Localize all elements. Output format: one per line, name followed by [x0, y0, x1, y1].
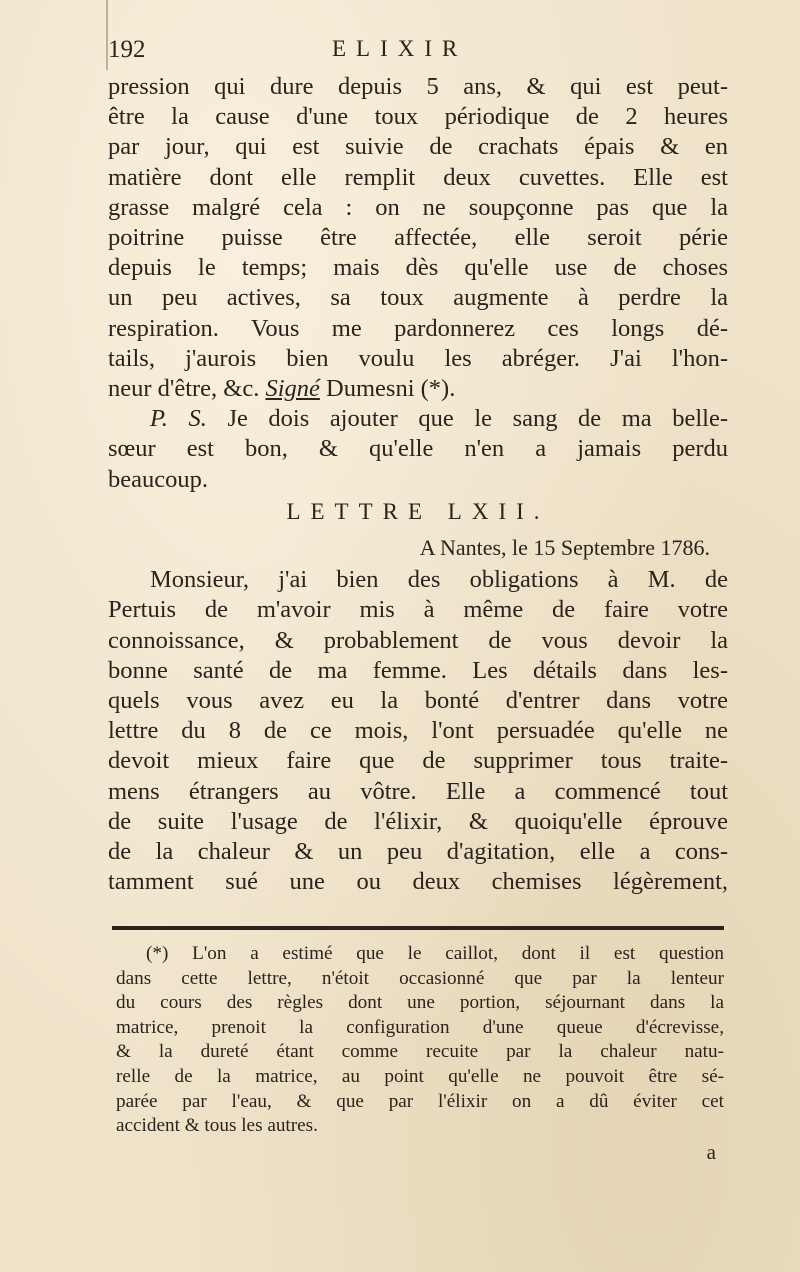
text-line: être la cause d'une toux périodique de 2 heures	[108, 103, 728, 131]
text-line: pression qui dure depuis 5 ans, & qui est peut-	[108, 73, 728, 100]
text-line: respiration. Vous me pardonnerez ces longs dé-	[108, 314, 728, 342]
signer-name: Dumesni (*).	[326, 375, 456, 403]
main-text	[108, 72, 728, 897]
footnote-line: du cours des règles dont une portion, séjournant dans la	[116, 992, 724, 1014]
text-line: tails, j'aurois bien voulu les abréger. J'ai l'hon-	[108, 344, 728, 372]
letter-line: Pertuis de m'avoir mis à même de faire votre	[108, 596, 728, 624]
postscript-line: beaucoup.	[108, 465, 208, 493]
text-line: depuis le temps; mais dès qu'elle use de choses	[108, 254, 728, 282]
footnote-line: dans cette lettre, n'étoit occasionné que par la lenteur	[116, 967, 724, 989]
letter-line: devoit mieux faire que de supprimer tous traite-	[108, 747, 728, 775]
text-line: matière dont elle remplit deux cuvettes. Elle est	[108, 163, 728, 191]
letter-line: mens étrangers au vôtre. Elle a commencé tout	[108, 777, 728, 805]
letter-dateline: A Nantes, le 15 Septembre 1786.	[419, 535, 710, 561]
text-line: par jour, qui est suivie de crachats épais & en	[108, 133, 728, 161]
letter-line: lettre du 8 de ce mois, l'ont persuadée qu'elle ne	[108, 717, 728, 745]
page-number: 192	[108, 36, 146, 63]
letter-heading: LETTRE LXII.	[286, 498, 550, 524]
postscript-line: sœur est bon, & qu'elle n'en a jamais perdu	[108, 435, 728, 463]
letter-line: de suite l'usage de l'élixir, & quoiqu'elle éprouve	[108, 807, 728, 835]
closing-line	[108, 374, 728, 404]
footnote-line: & la dureté étant comme recuite par la chaleur natu-	[116, 1041, 724, 1063]
page-header	[108, 36, 728, 76]
footnote-rule	[112, 926, 724, 930]
letter-line: connoissance, & probablement de vous devoir la	[108, 626, 728, 654]
text-line: poitrine puisse être affectée, elle seroit périe	[108, 224, 728, 252]
postscript-line	[108, 404, 728, 434]
footnote-line: matrice, prenoit la configuration d'une queue d'écrevisse,	[116, 1016, 724, 1038]
letter-line: de la chaleur & un peu d'agitation, elle a cons-	[108, 838, 728, 866]
text-line: grasse malgré cela : on ne soupçonne pas que la	[108, 193, 728, 221]
footnote-line: accident & tous les autres.	[116, 1115, 318, 1137]
letter-line: Monsieur, j'ai bien des obligations à M. de	[150, 566, 728, 594]
letter-line: quels vous avez eu la bonté d'entrer dans votre	[108, 687, 728, 715]
footnote-line: parée par l'eau, & que par l'élixir on a dû éviter cet	[116, 1090, 724, 1112]
catchword: a	[706, 1140, 716, 1164]
postscript-label: P. S.	[150, 405, 207, 433]
footnote-line: (*) L'on a estimé que le caillot, dont il est question	[146, 943, 724, 964]
footnote-line: relle de la matrice, au point qu'elle ne pouvoit être sé-	[116, 1065, 724, 1087]
letter-line: bonne santé de ma femme. Les détails dans les-	[108, 656, 728, 684]
postscript-text: Je dois ajouter que le sang de ma belle-	[227, 405, 728, 433]
running-title: ELIXIR	[332, 36, 468, 61]
signed-label: Signé	[265, 375, 320, 403]
footnote	[116, 942, 724, 1139]
closing-text: neur d'être, &c.	[108, 375, 260, 403]
text-line: un peu actives, sa toux augmente à perdre la	[108, 284, 728, 312]
letter-line: tamment sué une ou deux chemises légèrement,	[108, 868, 728, 896]
